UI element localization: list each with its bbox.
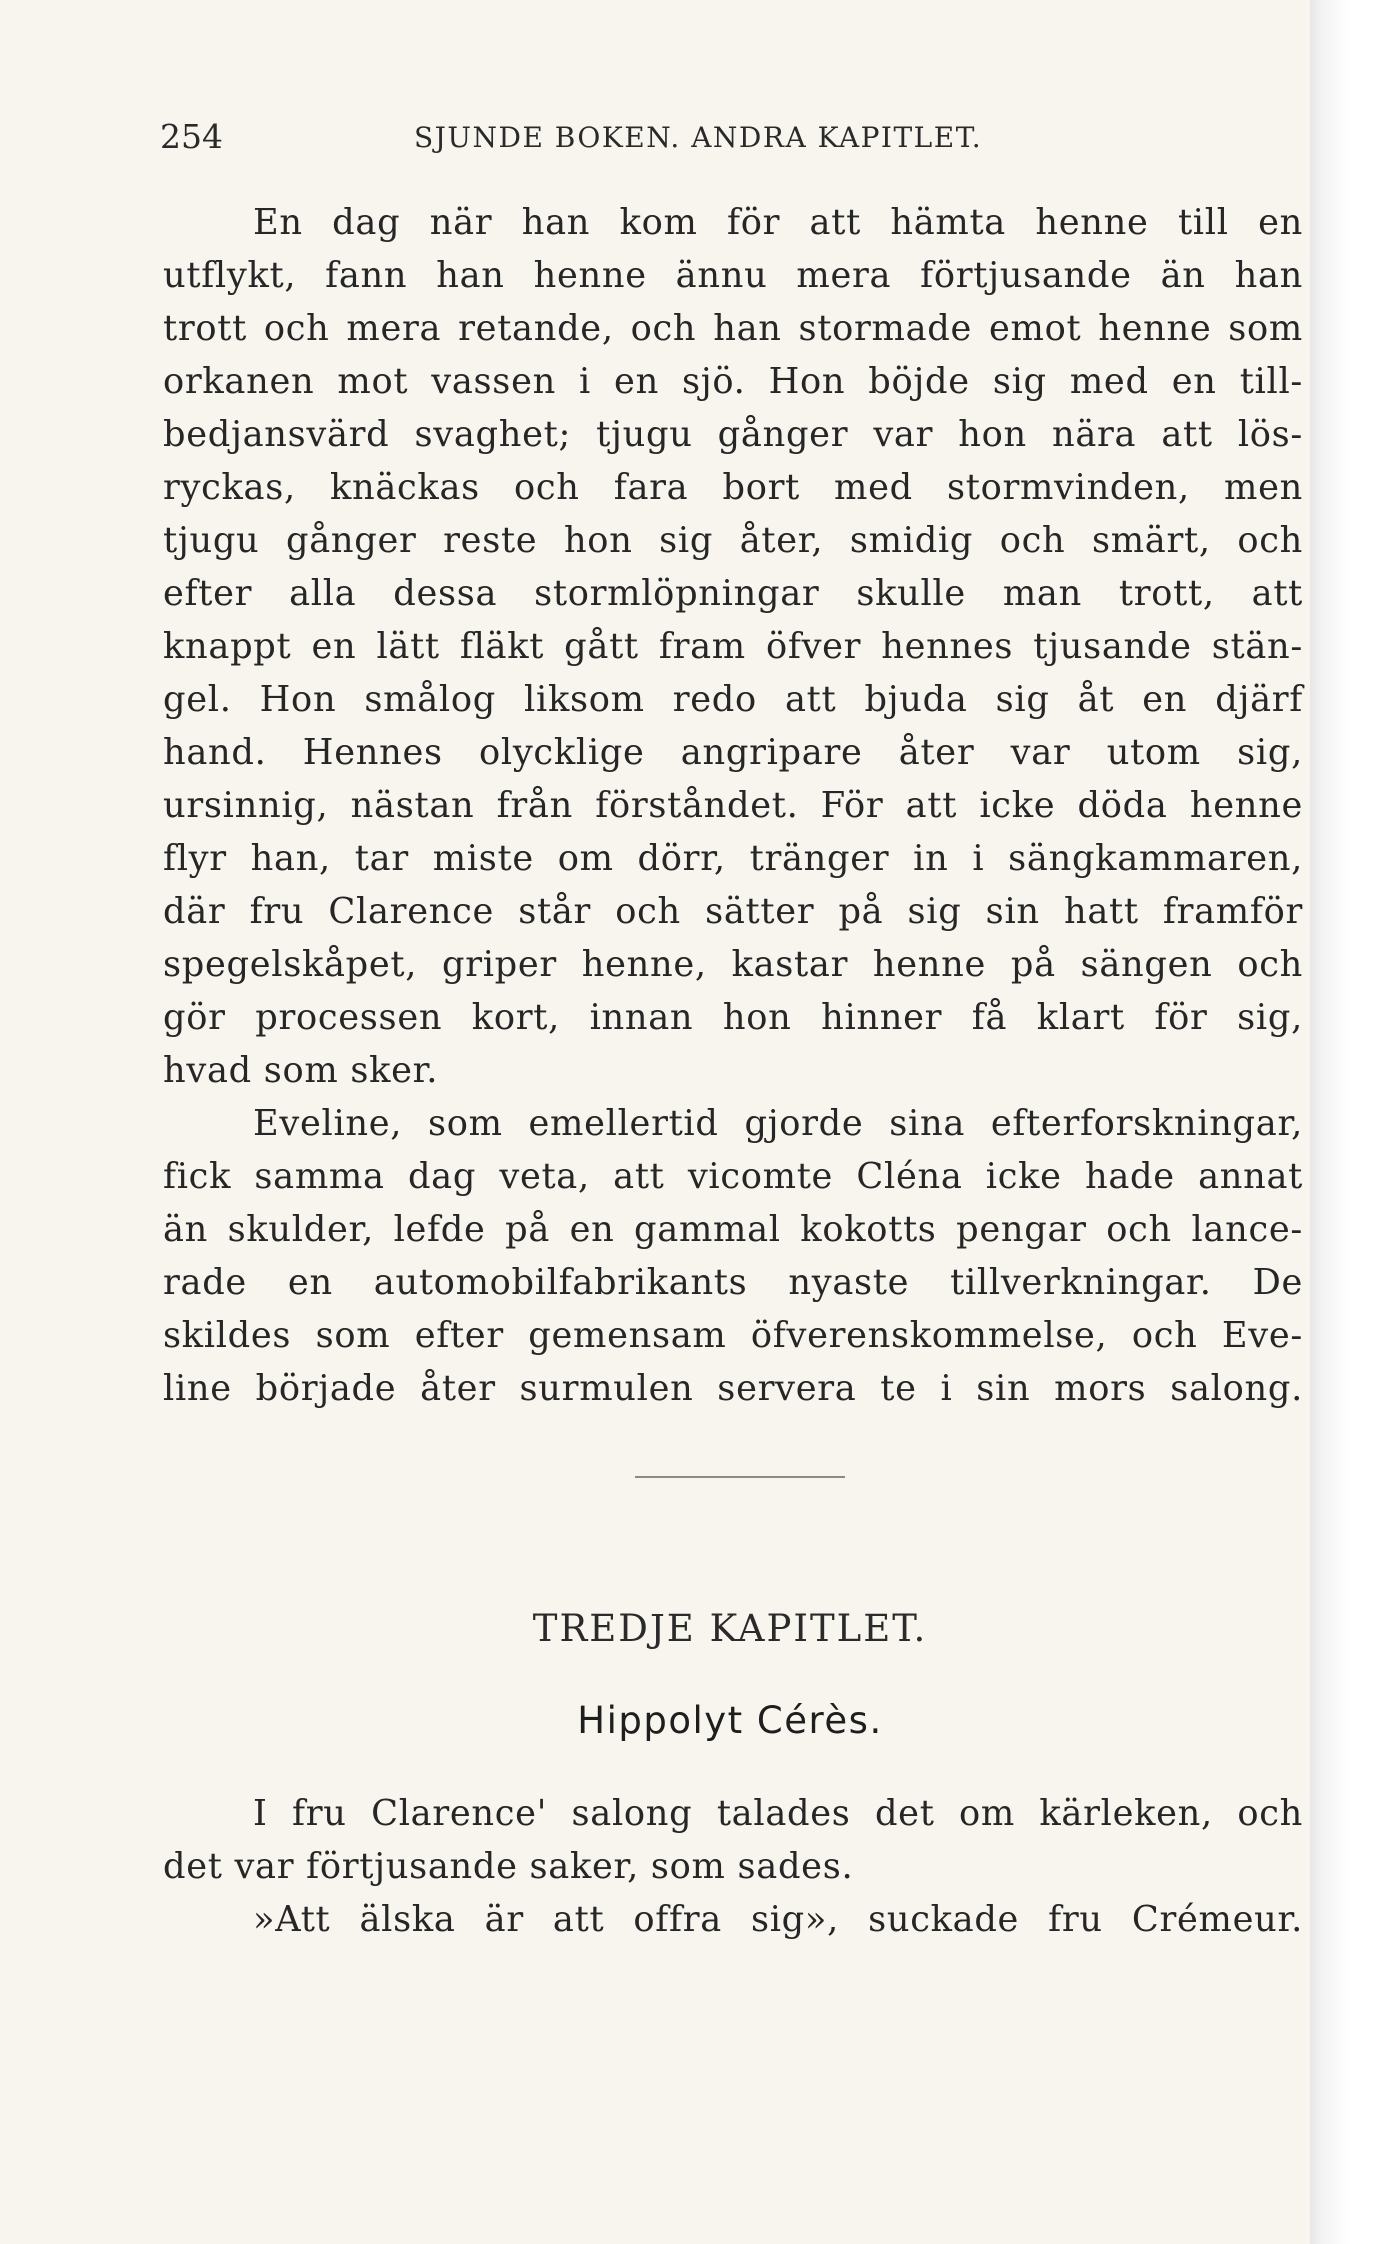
body-text: [163, 196, 1303, 1415]
page-number: 254: [160, 117, 223, 156]
running-head: SJUNDE BOKEN. ANDRA KAPITLET.: [414, 121, 983, 154]
chapter-title: TREDJE KAPITLET.: [532, 1607, 928, 1650]
text-line: efter alla dessa stormlöpningar skulle man trott, att: [163, 573, 1303, 614]
text-line: tjugu gånger reste hon sig åter, smidig och smärt, och: [163, 520, 1303, 561]
text-line: »Att älska är att offra sig», suckade fru Crémeur.: [253, 1899, 1303, 1940]
chapter-subtitle: Hippolyt Cérès.: [577, 1699, 883, 1742]
text-line: där fru Clarence står och sätter på sig sin hatt framför: [163, 891, 1303, 932]
text-line: hvad som sker.: [163, 1050, 439, 1091]
text-line: hand. Hennes olycklige angripare åter var utom sig,: [163, 732, 1303, 773]
text-line: än skulder, lefde på en gammal kokotts pengar och lance-: [163, 1209, 1303, 1250]
text-line: utflykt, fann han henne ännu mera förtjusande än han: [163, 255, 1303, 296]
chapter-body-text: [163, 1787, 1303, 1946]
text-line: trott och mera retande, och han stormade emot henne som: [163, 308, 1303, 349]
text-line: I fru Clarence' salong talades det om kärleken, och: [253, 1793, 1303, 1834]
text-line: skildes som efter gemensam öfverenskommelse, och Eve-: [163, 1315, 1303, 1356]
text-line: gör processen kort, innan hon hinner få klart för sig,: [163, 997, 1303, 1038]
text-line: bedjansvärd svaghet; tjugu gånger var hon nära att lös-: [163, 414, 1303, 455]
text-line: line började åter surmulen servera te i sin mors salong.: [163, 1368, 1303, 1409]
page-header: [0, 112, 1310, 162]
text-line: knappt en lätt fläkt gått fram öfver hennes tjusande stän-: [163, 626, 1303, 667]
text-line: ryckas, knäckas och fara bort med stormvinden, men: [163, 467, 1303, 508]
text-line: Eveline, som emellertid gjorde sina efterforskningar,: [253, 1103, 1303, 1144]
text-line: En dag när han kom för att hämta henne till en: [253, 202, 1303, 243]
text-line: ursinnig, nästan från förståndet. För att icke döda henne: [163, 785, 1303, 826]
text-line: orkanen mot vassen i en sjö. Hon böjde sig med en till-: [163, 361, 1303, 402]
text-line: det var förtjusande saker, som sades.: [163, 1846, 854, 1887]
page-edge: [1310, 0, 1400, 2244]
text-line: spegelskåpet, griper henne, kastar henne på sängen och: [163, 944, 1303, 985]
text-line: fick samma dag veta, att vicomte Cléna icke hade annat: [163, 1156, 1303, 1197]
text-line: flyr han, tar miste om dörr, tränger in i sängkammaren,: [163, 838, 1303, 879]
section-divider: [635, 1476, 845, 1478]
text-line: rade en automobilfabrikants nyaste tillverkningar. De: [163, 1262, 1303, 1303]
text-line: gel. Hon smålog liksom redo att bjuda sig åt en djärf: [163, 679, 1303, 720]
